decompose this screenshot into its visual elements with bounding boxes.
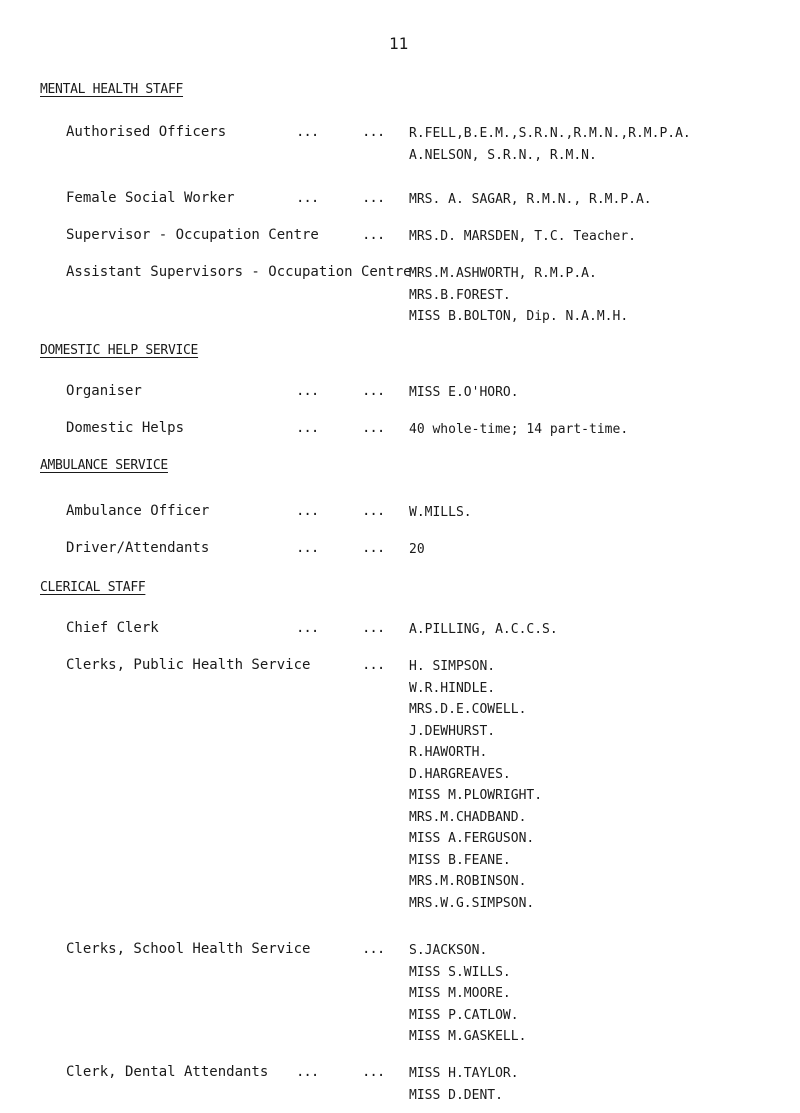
names-female-social-worker (409, 189, 652, 211)
name-line: D.HARGREAVES. (409, 766, 511, 782)
names-domestic-helps (409, 419, 628, 441)
name-line: MRS.B.FOREST. (409, 287, 511, 303)
name-line: MRS.M.ROBINSON. (409, 874, 527, 889)
name-line: MISS M.MOORE. (409, 986, 511, 1001)
names-clerks-public-health (409, 656, 542, 914)
section-heading-clerical: CLERICAL STAFF (40, 580, 146, 595)
name-line: MISS P.CATLOW. (409, 1007, 519, 1023)
name-line: H. SIMPSON. (409, 659, 496, 674)
row-label-assistant-supervisors: Assistant Supervisors - Occupation Centre (66, 264, 412, 280)
section-heading-ambulance: AMBULANCE SERVICE (40, 458, 168, 473)
name-line: A.NELSON, S.R.N., R.M.N. (409, 147, 597, 163)
name-line: S.JACKSON. (409, 943, 488, 958)
row-label-driver-attendants: Driver/Attendants (66, 540, 210, 556)
name-line: MISS E.O'HORO. (409, 385, 519, 400)
name-line: A.PILLING, A.C.C.S. (409, 622, 558, 637)
page-number: 11 (389, 34, 409, 53)
name-line: MRS.D.E.COWELL. (409, 702, 527, 717)
name-line: MISS B.FEANE. (409, 852, 511, 868)
leader-dots: ... (362, 383, 385, 399)
row-label-domestic-helps: Domestic Helps (66, 420, 185, 436)
leader-dots: ... (296, 420, 319, 436)
name-line: MISS D.DENT. (409, 1087, 503, 1103)
name-line: MRS.D. MARSDEN, T.C. Teacher. (409, 229, 636, 244)
leader-dots: ... (362, 124, 385, 140)
name-line: 40 whole-time; 14 part-time. (409, 422, 629, 437)
leader-dots: ... (362, 1064, 385, 1080)
row-label-chief-clerk: Chief Clerk (66, 620, 159, 636)
section-heading-domestic-help: DOMESTIC HELP SERVICE (40, 343, 199, 358)
leader-dots: ... (296, 124, 319, 140)
row-label-clerks-public-health: Clerks, Public Health Service (66, 657, 311, 673)
names-chief-clerk (409, 619, 558, 641)
name-line: W.MILLS. (409, 505, 472, 520)
names-clerks-school-health (409, 940, 526, 1048)
name-line: MRS.M.ASHWORTH, R.M.P.A. (409, 266, 597, 281)
name-line: R.HAWORTH. (409, 745, 488, 760)
names-ambulance-officer (409, 502, 472, 524)
leader-dots: ... (296, 620, 319, 636)
leader-dots: ... (362, 503, 385, 519)
names-organiser (409, 382, 519, 404)
name-line: MISS M.PLOWRIGHT. (409, 788, 543, 803)
row-label-supervisor: Supervisor - Occupation Centre (66, 227, 319, 243)
name-line: MISS H.TAYLOR. (409, 1066, 519, 1081)
name-line: J.DEWHURST. (409, 723, 496, 739)
leader-dots: ... (362, 941, 385, 957)
row-label-ambulance-officer: Ambulance Officer (66, 503, 210, 519)
leader-dots: ... (362, 227, 385, 243)
name-line: MISS M.GASKELL. (409, 1029, 527, 1044)
section-heading-mental-health: MENTAL HEALTH STAFF (40, 82, 184, 97)
leader-dots: ... (362, 190, 385, 206)
leader-dots: ... (362, 540, 385, 556)
name-line: MRS. A. SAGAR, R.M.N., R.M.P.A. (409, 192, 652, 207)
names-assistant-supervisors (409, 263, 628, 328)
name-line: R.FELL,B.E.M.,S.R.N.,R.M.N.,R.M.P.A. (409, 126, 691, 141)
row-label-authorised-officers: Authorised Officers (66, 124, 227, 140)
row-label-clerks-school-health: Clerks, School Health Service (66, 941, 311, 957)
leader-dots: ... (296, 383, 319, 399)
names-authorised-officers (409, 123, 691, 166)
names-supervisor (409, 226, 636, 248)
name-line: 20 (409, 542, 425, 557)
names-clerk-dental-attendants (409, 1063, 519, 1106)
name-line: MISS A.FERGUSON. (409, 831, 535, 846)
name-line: MRS.W.G.SIMPSON. (409, 895, 535, 911)
leader-dots: ... (296, 190, 319, 206)
name-line: MRS.M.CHADBAND. (409, 809, 527, 825)
row-label-organiser: Organiser (66, 383, 142, 399)
name-line: MISS B.BOLTON, Dip. N.A.M.H. (409, 309, 629, 324)
leader-dots: ... (362, 657, 385, 673)
leader-dots: ... (296, 540, 319, 556)
leader-dots: ... (362, 620, 385, 636)
names-driver-attendants (409, 539, 425, 561)
leader-dots: ... (362, 420, 385, 436)
row-label-clerk-dental-attendants: Clerk, Dental Attendants (66, 1064, 269, 1080)
leader-dots: ... (296, 503, 319, 519)
leader-dots: ... (296, 1064, 319, 1080)
name-line: MISS S.WILLS. (409, 964, 511, 980)
name-line: W.R.HINDLE. (409, 680, 496, 696)
row-label-female-social-worker: Female Social Worker (66, 190, 235, 206)
